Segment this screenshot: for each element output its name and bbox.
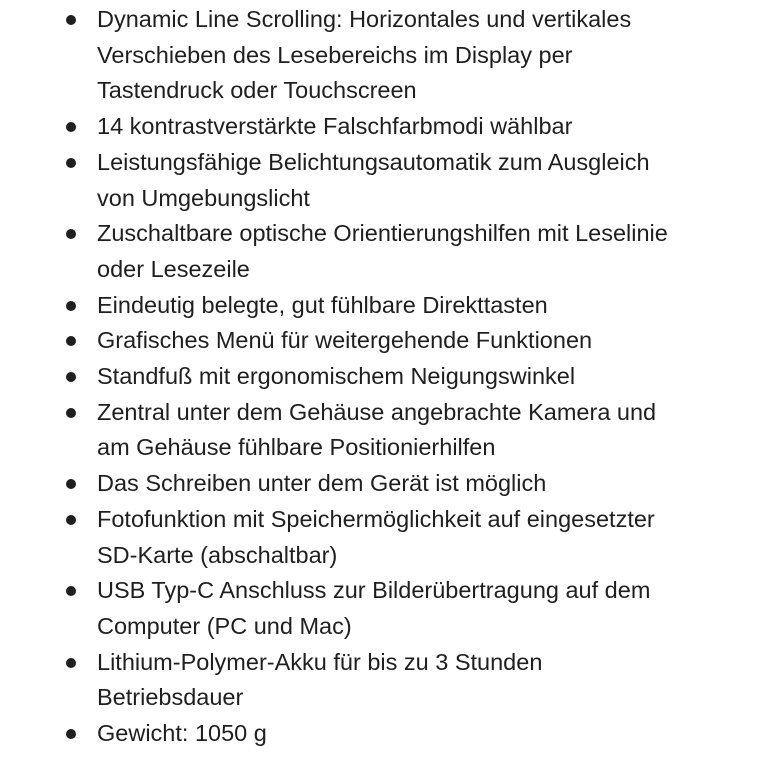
bullet-icon [66,336,76,346]
list-item-line: USB Typ-C Anschluss zur Bilderübertragung auf dem [97,577,651,604]
bullet-icon [66,15,76,25]
list-item [0,2,775,109]
list-item [0,109,775,145]
list-item [0,288,775,324]
list-item-line: Eindeutig belegte, gut fühlbare Direkttasten [97,291,548,318]
list-item [0,145,775,216]
list-item-line: Fotofunktion mit Speichermöglichkeit auf eingesetzter [97,505,655,532]
list-item [0,359,775,395]
list-item-line: Betriebsdauer [97,684,244,711]
feature-list [0,2,775,752]
bullet-icon [66,658,76,668]
bullet-icon [66,301,76,311]
bullet-icon [66,372,76,382]
list-item-line: Verschieben des Lesebereichs im Display per [97,41,573,68]
list-item [0,216,775,287]
list-item-line: Computer (PC und Mac) [97,612,352,639]
list-item-line: Zuschaltbare optische Orientierungshilfen mit Leselinie [97,220,668,247]
list-item-line: Standfuß mit ergonomischem Neigungswinkel [97,363,576,390]
bullet-icon [66,586,76,596]
bullet-icon [66,229,76,239]
list-item-line: 14 kontrastverstärkte Falschfarbmodi wählbar [97,113,573,140]
list-item-line: von Umgebungslicht [97,184,310,211]
list-item-line: SD-Karte (abschaltbar) [97,541,338,568]
bullet-icon [66,158,76,168]
list-item-line: Leistungsfähige Belichtungsautomatik zum Ausgleich [97,148,650,175]
list-item-line: oder Lesezeile [97,255,250,282]
bullet-icon [66,122,76,132]
list-item [0,716,775,752]
list-item-line: am Gehäuse fühlbare Positionierhilfen [97,434,496,461]
bullet-icon [66,515,76,525]
bullet-icon [66,479,76,489]
list-item [0,502,775,573]
list-item-line: Gewicht: 1050 g [97,720,267,747]
list-item [0,645,775,716]
list-item [0,573,775,644]
list-item-line: Tastendruck oder Touchscreen [97,77,417,104]
bullet-icon [66,729,76,739]
list-item-line: Zentral unter dem Gehäuse angebrachte Kamera und [97,398,657,425]
list-item-line: Das Schreiben unter dem Gerät ist möglich [97,470,547,497]
list-item [0,323,775,359]
list-item-line: Grafisches Menü für weitergehende Funktionen [97,327,593,354]
list-item-line: Dynamic Line Scrolling: Horizontales und vertikales [97,6,632,32]
list-item-line: Lithium-Polymer-Akku für bis zu 3 Stunden [97,648,543,675]
list-item [0,395,775,466]
list-item [0,466,775,502]
bullet-icon [66,408,76,418]
